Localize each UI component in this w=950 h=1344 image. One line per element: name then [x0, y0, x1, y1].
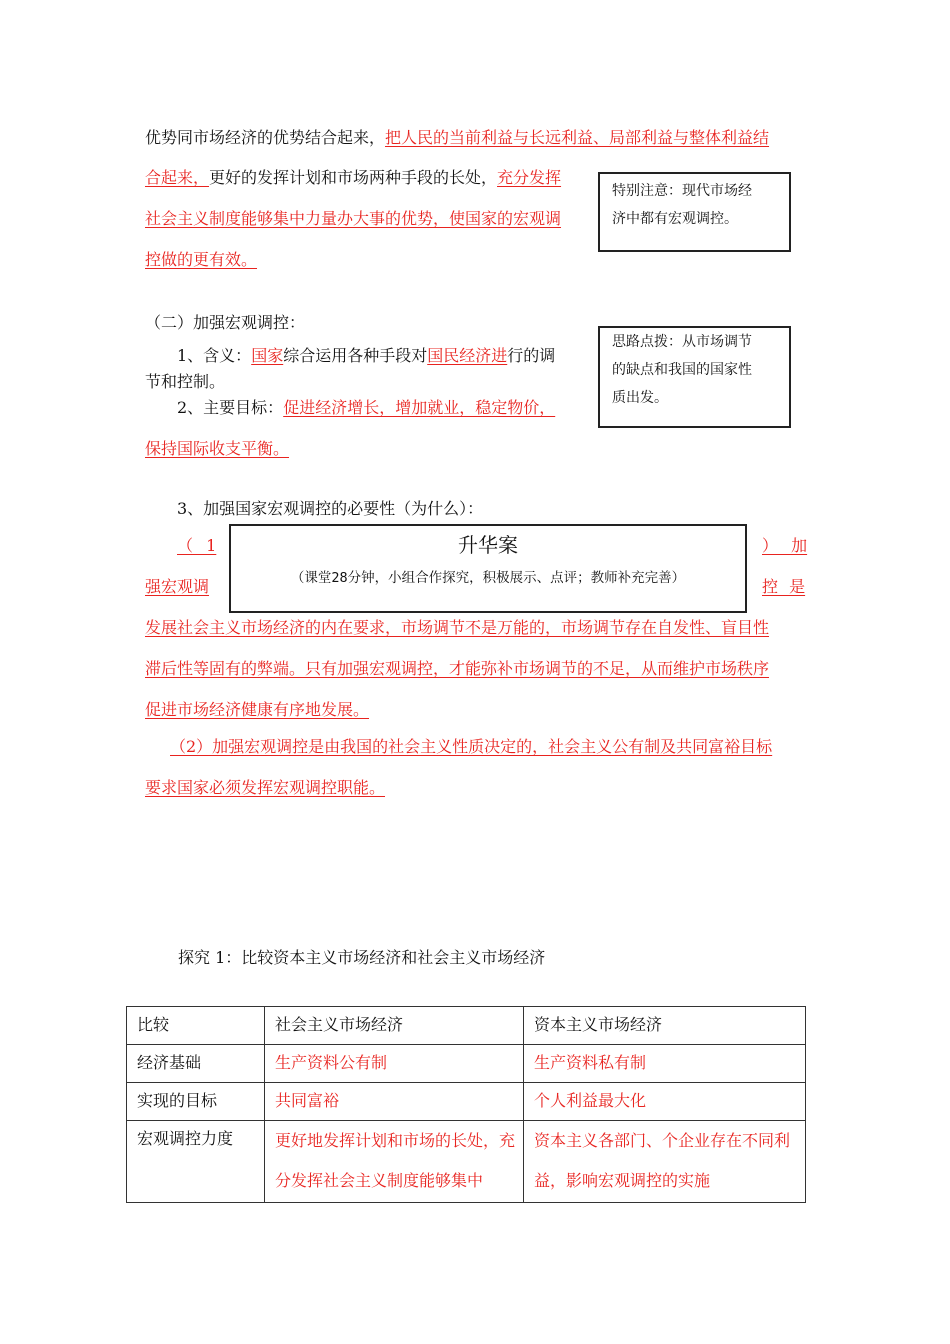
- section3-line2-right: 控 是: [762, 577, 806, 596]
- table-header-row: [127, 1007, 806, 1045]
- capitalist-cell: 生产资料私有制: [524, 1045, 806, 1083]
- row-label: 经济基础: [127, 1045, 265, 1083]
- section3-line4: 滞后性等固有的弊端。只有加强宏观调控，才能弥补市场调节的不足，从而维护市场秩序: [145, 659, 770, 678]
- section2-item2: 2、主要目标：促进经济增长，增加就业，稳定物价，: [177, 398, 556, 417]
- note-line: 济中都有宏观调控。: [612, 211, 738, 227]
- upgrade-box: [229, 524, 747, 613]
- upgrade-subtitle: （课堂28分钟，小组合作探究，积极展示、点评；教师补充完善）: [290, 570, 686, 586]
- highlight-text: 充分发挥: [497, 168, 562, 187]
- highlight-text: 把人民的当前利益与长远利益、局部利益与整体利益结: [385, 128, 770, 147]
- highlight-text: 国家: [251, 346, 284, 365]
- section2-item1-cont: 节和控制。: [145, 372, 226, 391]
- section2-heading: （二）加强宏观调控：: [145, 313, 306, 332]
- highlight-text: 合起来，: [145, 168, 210, 187]
- note-line: 质出发。: [612, 390, 668, 406]
- section3-line2-left: 强宏观调: [145, 577, 210, 596]
- capitalist-cell: 资本主义各部门、个企业存在不同利益，影响宏观调控的实施: [524, 1121, 806, 1203]
- row-label: 宏观调控力度: [127, 1121, 265, 1203]
- table-row: [127, 1045, 806, 1083]
- capitalist-cell: 个人利益最大化: [524, 1083, 806, 1121]
- comparison-table: [126, 1006, 806, 1203]
- socialist-cell: 更好地发挥计划和市场的长处，充分发挥社会主义制度能够集中: [265, 1121, 524, 1203]
- note-line: 思路点拨：从市场调节: [612, 334, 752, 350]
- socialist-cell: 共同富裕: [265, 1083, 524, 1121]
- note-box-hint: [598, 326, 791, 428]
- highlight-text: 国民经济进: [427, 346, 508, 365]
- table-header-cell: 社会主义市场经济: [265, 1007, 524, 1045]
- section3-line7: 要求国家必须发挥宏观调控职能。: [145, 778, 386, 797]
- section3-line6: （2）加强宏观调控是由我国的社会主义性质决定的，社会主义公有制及共同富裕目标: [170, 737, 773, 756]
- note-line: 的缺点和我国的国家性: [612, 362, 752, 378]
- section2-item1: 1、含义：国家综合运用各种手段对国民经济进行的调: [177, 346, 556, 365]
- upgrade-title: 升华案: [458, 533, 518, 557]
- table-header-cell: 比较: [127, 1007, 265, 1045]
- para1-line4: 控做的更有效。: [145, 250, 258, 269]
- table-row: [127, 1083, 806, 1121]
- section3-heading: 3、加强国家宏观调控的必要性（为什么）：: [177, 499, 484, 518]
- table-header-cell: 资本主义市场经济: [524, 1007, 806, 1045]
- section3-line3: 发展社会主义市场经济的内在要求，市场调节不是万能的，市场调节存在自发性、盲目性: [145, 618, 770, 637]
- section2-item2-cont: 保持国际收支平衡。: [145, 439, 290, 458]
- para1-line1: 优势同市场经济的优势结合起来，把人民的当前利益与长远利益、局部利益与整体利益结: [145, 128, 770, 147]
- section3-line1-right: ） 加: [762, 536, 808, 555]
- para1-line3: 社会主义制度能够集中力量办大事的优势，使国家的宏观调: [145, 209, 562, 228]
- note-box-attention: [598, 172, 791, 252]
- row-label: 实现的目标: [127, 1083, 265, 1121]
- note-line: 特别注意：现代市场经: [612, 183, 752, 199]
- table-row: [127, 1121, 806, 1203]
- highlight-text: 促进经济增长，增加就业，稳定物价，: [283, 398, 556, 417]
- section3-line5: 促进市场经济健康有序地发展。: [145, 700, 370, 719]
- section3-line1-left: （ 1: [177, 536, 217, 555]
- socialist-cell: 生产资料公有制: [265, 1045, 524, 1083]
- para1-line2: 合起来，更好的发挥计划和市场两种手段的长处，充分发挥: [145, 168, 562, 187]
- explore-heading: 探究 1：比较资本主义市场经济和社会主义市场经济: [178, 948, 546, 967]
